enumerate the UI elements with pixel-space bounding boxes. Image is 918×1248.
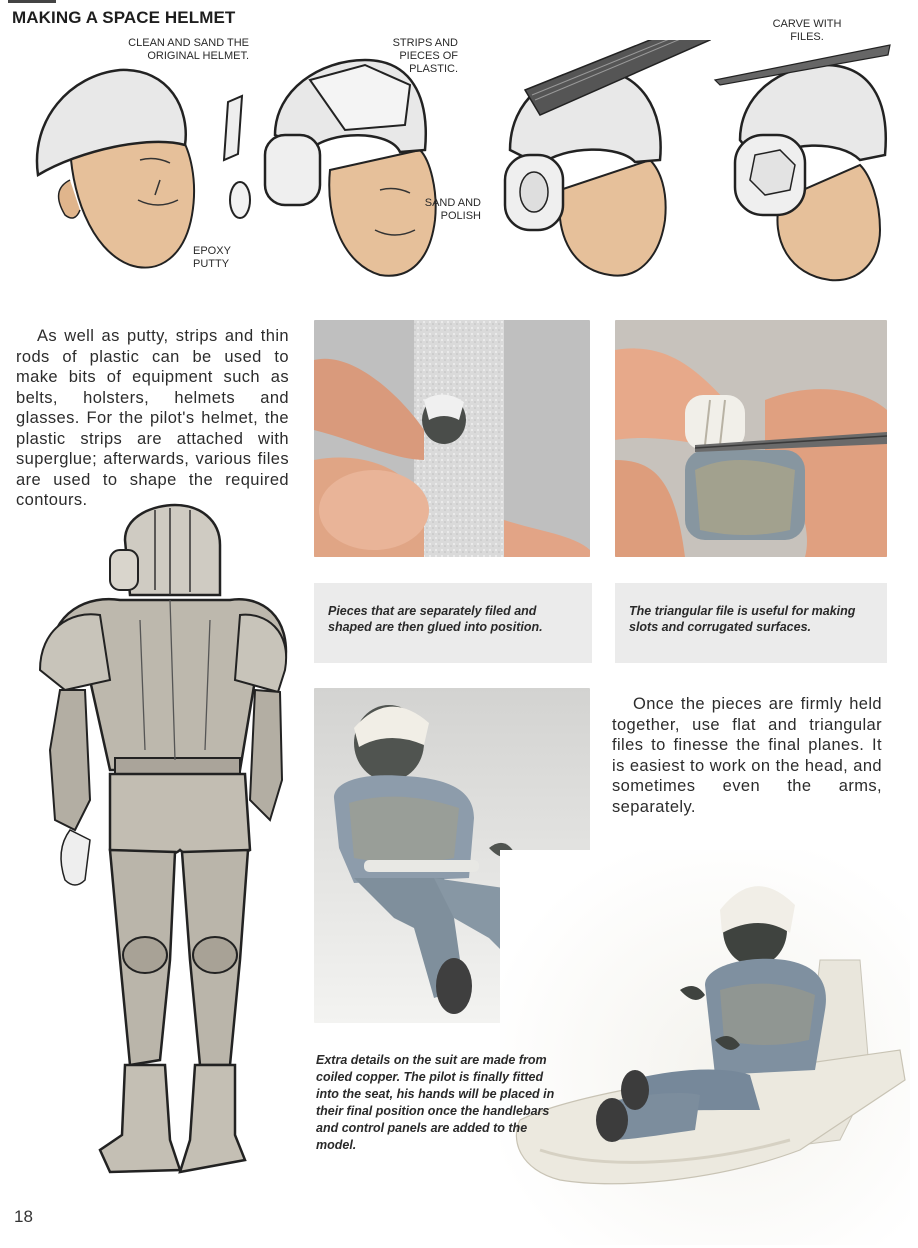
putty-pieces bbox=[224, 96, 250, 218]
helmet-steps-illustration bbox=[20, 40, 900, 290]
head-step-4 bbox=[715, 45, 890, 280]
second-paragraph: Once the pieces are firmly held together, use flat and triangular files to finesse the final planes. It is easiest to work on the head, and sometimes even the arms, separately. bbox=[612, 695, 882, 816]
photo-filing-helmet bbox=[314, 320, 590, 557]
page-number: 18 bbox=[14, 1207, 33, 1226]
spacesuit-back-illustration bbox=[30, 500, 300, 1190]
label-strips-plastic: STRIPS AND PIECES OF PLASTIC. bbox=[392, 37, 458, 75]
caption-panel-triangular-file: The triangular file is useful for making slots and corrugated surfaces. bbox=[615, 583, 887, 663]
label-epoxy-putty: EPOXY PUTTY bbox=[193, 245, 231, 270]
top-rule bbox=[8, 0, 56, 3]
head-step-3 bbox=[505, 40, 710, 276]
final-caption: Extra details on the suit are made from coiled copper. The pilot is finally fitted into the seat, his hands will be placed in their final position once the handlebars and control panels are added to the model. bbox=[316, 1053, 555, 1152]
page-heading: MAKING A SPACE HELMET bbox=[12, 8, 236, 27]
caption-panel-filed-pieces: Pieces that are separately filed and shaped are then glued into position. bbox=[314, 583, 592, 663]
label-carve-files: CARVE WITH FILES. bbox=[772, 18, 842, 43]
intro-paragraph: As well as putty, strips and thin rods of plastic can be used to make bits of equipment such as belts, holsters, helmets and glasses. For the pilot's helmet, the plastic strips are attached with superglue; afterwards, various files are used to shape the required contours. bbox=[16, 327, 289, 509]
label-sand-polish: SAND AND POLISH bbox=[424, 197, 481, 222]
photo-pilot-in-seat bbox=[500, 850, 910, 1245]
label-clean-sand: CLEAN AND SAND THE ORIGINAL HELMET. bbox=[128, 37, 249, 62]
head-step-2 bbox=[265, 60, 436, 276]
head-step-1 bbox=[37, 70, 194, 268]
photo-triangular-file bbox=[615, 320, 887, 557]
